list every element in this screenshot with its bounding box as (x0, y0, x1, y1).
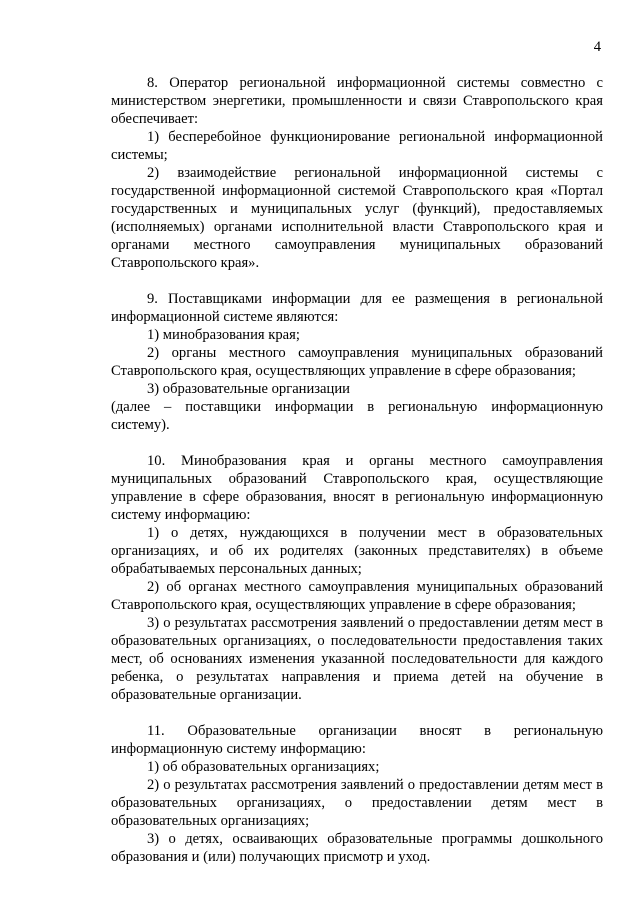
paragraph-gap (111, 434, 603, 452)
section-11 (111, 722, 603, 866)
page-number: 4 (593, 39, 601, 55)
paragraph: 10. Минобразования края и органы местного самоуправления муниципальных образований Ставропольского края, осуществляющие управление в сфере образования, вносят в региональную информационную систему информацию: (111, 453, 603, 523)
document-body (111, 74, 603, 866)
paragraph-gap (111, 704, 603, 722)
list-item: 3) о детях, осваивающих образовательные программы дошкольного образования и (или) получающих присмотр и уход. (111, 831, 603, 865)
list-item: 1) об образовательных организациях; (147, 759, 380, 775)
list-item: 3) о результатах рассмотрения заявлений о предоставлении детям мест в образовательных организациях, о последовательности предоставления таких мест, об основаниях изменения указанной последовательности для каждого ребенка, о результатах направления и приема детей на обучение в образовательные организации. (111, 615, 603, 703)
list-item: 1) минобразования края; (147, 327, 300, 343)
list-item: 2) о результатах рассмотрения заявлений о предоставлении детям мест в образовательных организациях, о предоставлении детям мест в образовательных организациях; (111, 777, 603, 829)
list-item: 3) образовательные организации (147, 381, 350, 397)
section-9 (111, 290, 603, 434)
list-item: 2) органы местного самоуправления муниципальных образований Ставропольского края, осуществляющих управление в сфере образования; (111, 345, 603, 379)
section-8 (111, 74, 603, 272)
paragraph-gap (111, 272, 603, 290)
paragraph-continuation: (далее – поставщики информации в региональную информационную систему). (111, 399, 603, 433)
list-item: 1) о детях, нуждающихся в получении мест в образовательных организациях, и об их родителях (законных представителях) в объеме обрабатываемых персональных данных; (111, 525, 603, 577)
list-item: 2) взаимодействие региональной информационной системы с государственной информационной системой Ставропольского края «Портал государственных и муниципальных услуг (функций), предоставляемых (исполняемых) органами исполнительной власти Ставропольского края и органами местного самоуправления муниципальных образований Ставропольского края». (111, 165, 603, 271)
section-10 (111, 452, 603, 704)
paragraph: 9. Поставщиками информации для ее размещения в региональной информационной системе являются: (111, 291, 603, 325)
list-item: 1) бесперебойное функционирование региональной информационной системы; (111, 129, 603, 163)
paragraph: 11. Образовательные организации вносят в региональную информационную систему информацию: (111, 723, 603, 757)
list-item: 2) об органах местного самоуправления муниципальных образований Ставропольского края, осуществляющих управление в сфере образования; (111, 579, 603, 613)
paragraph: 8. Оператор региональной информационной системы совместно с министерством энергетики, промышленности и связи Ставропольского края обеспечивает: (111, 75, 603, 127)
